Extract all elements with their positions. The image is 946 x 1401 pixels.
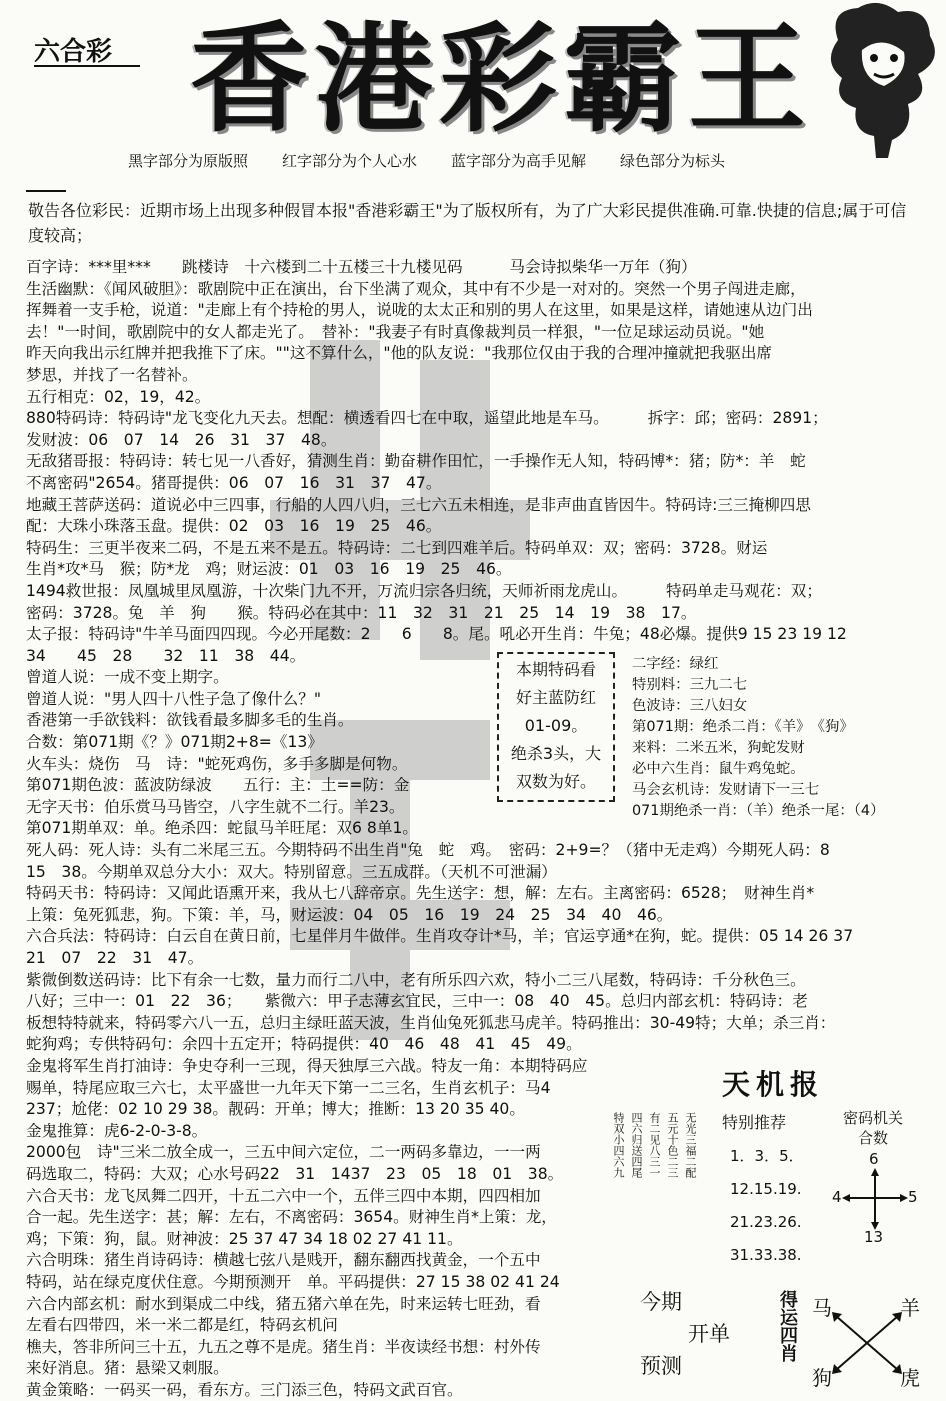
text-line: 来好消息。猪：悬梁又刺服。 [26, 1359, 229, 1378]
text-line: 1494救世报：凤凰城里凤凰游，十次柴门九不开，万流归宗各归统，天师祈雨龙虎山。 特码单走马观花：双； [26, 581, 822, 600]
text-line: 火车头：烧伤 马 诗："蛇死鸡伤，多手多脚是何物。 [26, 754, 408, 773]
tianji-column: 有二见八三一 [648, 1112, 661, 1178]
brand-logo [30, 32, 150, 72]
text-line: 880特码诗：特码诗"龙飞变化九天去。想配：横透看四七在中取，遥望此地是车马。 拆字：邱；密码：2891； [26, 409, 828, 428]
title-char: 港 [314, 9, 427, 148]
text-line: 百字诗：***里*** 跳楼诗 十六楼到二十五楼三十九楼见码 马会诗拟柴华一万年（狗） [26, 258, 697, 276]
text-line: 左看右四带四，米一米二都是红，特码玄机问 [26, 1316, 338, 1335]
tianji-title: 天机报 [722, 1068, 825, 1101]
text-line: 配：大珠小珠落玉盘。提供：02 03 16 19 25 46。 [26, 517, 442, 536]
text-line: 蛇狗鸡；专供特码句：余四十五定开；特码提供：40 46 48 41 45 49。 [26, 1035, 582, 1054]
side-line: 二字经：绿红 [632, 656, 719, 672]
text-line: 昨天向我出示红牌并把我推下了床。""这不算什么，"他的队友说："我那位仅由于我的合理冲撞就把我驱出席 [26, 344, 773, 363]
animal-cross [812, 1292, 922, 1388]
legend-item: 蓝字部分为高手见解 [451, 152, 587, 170]
title-char: 彩 [438, 9, 551, 148]
tianji-column: 无光三福二配 [684, 1112, 697, 1178]
text-line: 15 38。今期单双总分大小：双大。特别留意。三五成群。（天机不可泄漏） [26, 862, 557, 881]
callout-line: 本期特码看 [515, 660, 596, 679]
color-legend [128, 150, 908, 171]
text-line: 237；尬佬：02 10 29 38。靓码：开单；博大；推断：13 20 35 40。 [26, 1100, 525, 1119]
text-line: 黄金策略：一码买一码，看东方。三门添三色，特码文武百官。 [26, 1380, 463, 1399]
side-line: 071期绝杀一肖：（羊）绝杀一尾：（4） [632, 803, 885, 819]
callout-line: 好主蓝防红 [515, 688, 596, 707]
callout-line: 01-09。 [524, 716, 588, 735]
side-line: 马会玄机诗：发财请下一三七 [632, 782, 820, 798]
text-line: 第071期单双：单。绝杀四：蛇鼠马羊旺尾：双6 8单1。 [26, 819, 418, 838]
compass-right: 5 [908, 1188, 918, 1206]
text-line: 六合天书：龙飞凤舞二四开，十五二六中一个，五伴三四中本期，四四相加 [26, 1186, 541, 1205]
animal-goat: 羊 [900, 1296, 920, 1320]
text-line: 发财波：06 07 14 26 31 37 48。 [26, 430, 337, 449]
special-code-callout [497, 652, 615, 802]
side-line: 第071期：绝杀二肖：《羊》 《狗》 [632, 719, 854, 735]
text-line: 2000包 诗"三米二放全成一，三五中间六定位，二一两码多靠边，一一两 [26, 1143, 541, 1162]
text-line: 地藏王菩萨送码：道说必中三四事，行船的人四八归，三七六五未相连，是非声曲直皆因牛。特码诗:三三掩柳四思 [26, 495, 811, 514]
forecast-line: 今期 [640, 1290, 682, 1314]
forecast-line: 开单 [688, 1322, 730, 1346]
text-line: 不离密码"2654。猪哥提供：06 07 16 31 37 47。 [26, 473, 442, 492]
side-line: 特别料：三九二七 [632, 677, 748, 693]
recommend-header: 特别推荐 [722, 1113, 787, 1132]
text-line: 合数：第071期《？》071期2+8=《13》 [26, 733, 323, 752]
fortune-vertical-label: 得运四肖 [777, 1290, 798, 1362]
lion-mascot-icon [818, 0, 946, 160]
notice-text: 敬告各位彩民：近期市场上出现多种假冒本报"香港彩霸王"为了版权所有，为了广大彩民提供准确.可靠.快捷的信息;属于可信度较高； [28, 201, 907, 245]
text-line: 五行相克：02，19，42。 [26, 387, 211, 406]
text-line: 合一起。先生送字：甚；解：左右，不离密码：3654。财神生肖*上策：龙， [26, 1208, 557, 1227]
side-line: 色波诗：三八妇女 [632, 698, 748, 714]
side-line: 必中六生肖：鼠牛鸡兔蛇。 [632, 761, 805, 777]
masthead-title [190, 4, 800, 154]
tianji-column: 四六归送四尾 [630, 1112, 643, 1178]
text-line: 生肖*攻*马 猴；防*龙 鸡；财运波：01 03 16 19 25 46。 [26, 560, 512, 579]
text-line: 死人码：死人诗：头有二米尾三五。今期特码不出生肖"兔 蛇 鸡。 密码：2+9=？（猪中无走鸡）今期死人码：8 [26, 841, 830, 860]
side-panel [632, 654, 922, 822]
forecast-line: 预测 [640, 1354, 682, 1378]
text-line: 六合明珠：猪生肖诗码诗：横越七弦八是贱开，翻东翻西找黄金，一个五中 [26, 1251, 541, 1270]
text-line: 无敌猪哥报：特码诗：转七见一八香好，猜测生肖：勤奋耕作田忙，一手操作无人知，特码博*：猪；防*：羊 蛇 [26, 452, 806, 471]
compass-top: 6 [869, 1150, 879, 1168]
compass-bottom: 13 [864, 1228, 884, 1246]
forecast-block [640, 1286, 730, 1382]
text-line: 曾道人说：一成不变上期字。 [26, 668, 229, 687]
recommend-row: 21.23.26. [730, 1213, 802, 1231]
recommend-row: 1．3．5． [730, 1147, 804, 1165]
text-line: 第071期色波：蓝波防绿波 五行：主：土==防：金 [26, 776, 410, 795]
text-line: 八好；三中一：01 22 36； 紫微六：甲子志薄玄宜民，三中一：08 40 45。总归内部玄机：特码诗：老 [26, 992, 808, 1011]
text-line: 上策：兔死狐悲，狗。下策：羊，马，财运波：04 05 16 19 24 25 34 40 46。 [26, 905, 673, 924]
text-line: 生活幽默：《闻风破胆》：歌剧院中正在演出，台下坐满了观众，其中有不少是一对对的。突然一个男子闯进走廊， [26, 279, 806, 298]
brand-text: 六合彩 [34, 37, 113, 67]
legend-item: 红字部分为个人心水 [282, 152, 418, 170]
text-line: 樵夫，答非所问三十五，九五之尊不是虎。猪生肖：半夜读经书想：村外传 [26, 1337, 541, 1356]
text-line: 板想特特就来，特码零六八一五，总归主绿旺蓝天波，生肖仙兔死狐悲马虎羊。特码推出：30-49特；大单；杀三肖： [26, 1013, 836, 1032]
text-line: 金鬼将军生肖打油诗：争史夺利一三现，得天独厚三六战。特友一角：本期特码应 [26, 1056, 588, 1075]
text-line: 特码生：三更半夜来二码，不是五来不是五。特码诗：二七到四难羊后。特码单双：双；密码：3728。财运 [26, 538, 768, 557]
recommend-list [730, 1140, 804, 1272]
text-line: 去！"一时间，歌剧院中的女人都走光了。 替补："我妻子有时真像裁判员一样狠，"一位足球运动员说。"她 [26, 322, 765, 341]
text-line: 特码，站在绿克度伏住意。今期预测开 单。平码提供：27 15 38 02 41 24 [26, 1272, 560, 1291]
divider [26, 190, 66, 192]
text-line: 无字天书：伯乐赏马马皆空，八字生就不二行。羊23。 [26, 797, 405, 816]
text-line: 鸡；下策：狗，鼠。财神波：25 37 47 34 18 02 27 41 11。 [26, 1229, 463, 1248]
text-line: 密码：3728。兔 羊 狗 猴。特码必在其中：11 32 31 21 25 14 19 38 17。 [26, 603, 697, 622]
tianji-column: 五元十色二三 [666, 1112, 679, 1178]
legend-item: 绿色部分为标头 [620, 152, 726, 170]
tianji-columns [612, 1112, 722, 1282]
password-header-line: 合数 [857, 1129, 888, 1147]
text-line: 21 07 22 31 47。 [26, 949, 204, 967]
text-line: 香港第一手欲钱料：欲钱看最多脚多毛的生肖。 [26, 711, 354, 730]
text-line: 码选取二，特码：大双；心水号码22 31 1437 23 05 18 01 38。 [26, 1164, 564, 1183]
callout-line: 双数为好。 [515, 772, 596, 791]
side-line: 来料：二米五米，狗蛇发财 [632, 740, 805, 756]
title-char: 霸 [563, 9, 676, 148]
title-char: 王 [687, 9, 800, 148]
animal-dog: 狗 [812, 1366, 832, 1390]
password-header [830, 1108, 916, 1148]
text-line: 34 45 28 32 11 38 44。 [26, 646, 306, 665]
recommend-row: 31.33.38. [730, 1246, 802, 1264]
legend-item: 黑字部分为原版照 [128, 152, 249, 170]
text-line: 六合兵法：特码诗：白云自在黄日前，七星伴月牛做伴。生肖攻夺计*马，羊；官运亨通*在狗，蛇。提供：05 14 26 37 [26, 927, 854, 946]
text-line: 金鬼推算：虎6-2-0-3-8。 [26, 1121, 208, 1140]
password-header-line: 密码机关 [842, 1109, 903, 1127]
text-line: 梦思，并找了一名替补。 [26, 365, 198, 384]
text-line: 赐单，特尾应取三六七，太平盛世一九年天下第一二三名，生肖玄机子：马4 [26, 1078, 551, 1097]
text-line: 曾道人说："男人四十八性子急了像什么？" [26, 689, 322, 708]
animal-horse: 马 [812, 1296, 832, 1320]
text-line: 挥舞着一支手枪，说道："走廊上有个持枪的男人，说咙的太太正和别的男人在这里，如果是这样，请她速从边门出 [26, 301, 813, 320]
compass-left: 4 [832, 1188, 842, 1206]
text-line: 紫微倒数送码诗：比下有余一七数，量力而行二八中，老有所乐四六欢，特小二三八尾数，特码诗：千分秋色三。 [26, 970, 806, 989]
title-char: 香 [190, 9, 303, 148]
text-line: 太子报：特码诗"牛羊马面四四现。今必开尾数：2 6 8。尾。吼必开生肖：牛兔；48必爆。提供9 15 23 19 12 [26, 625, 847, 644]
text-line: 特码天书：特码诗：又闻此语熏开来，我从七八辞帝京。先生送字：想，解：左右。主离密码：6528； 财神生肖* [26, 884, 815, 903]
callout-line: 绝杀3头，大 [510, 744, 602, 763]
animal-tiger: 虎 [900, 1366, 920, 1390]
text-line: 六合内部玄机：耐水到渠成二中线，猪五猪六单在先，时来运转七旺劲，看 [26, 1294, 541, 1313]
tianji-column: 特双小四六九 [612, 1112, 625, 1178]
compass-diagram [832, 1150, 918, 1246]
recommend-row: 12.15.19. [730, 1180, 802, 1198]
